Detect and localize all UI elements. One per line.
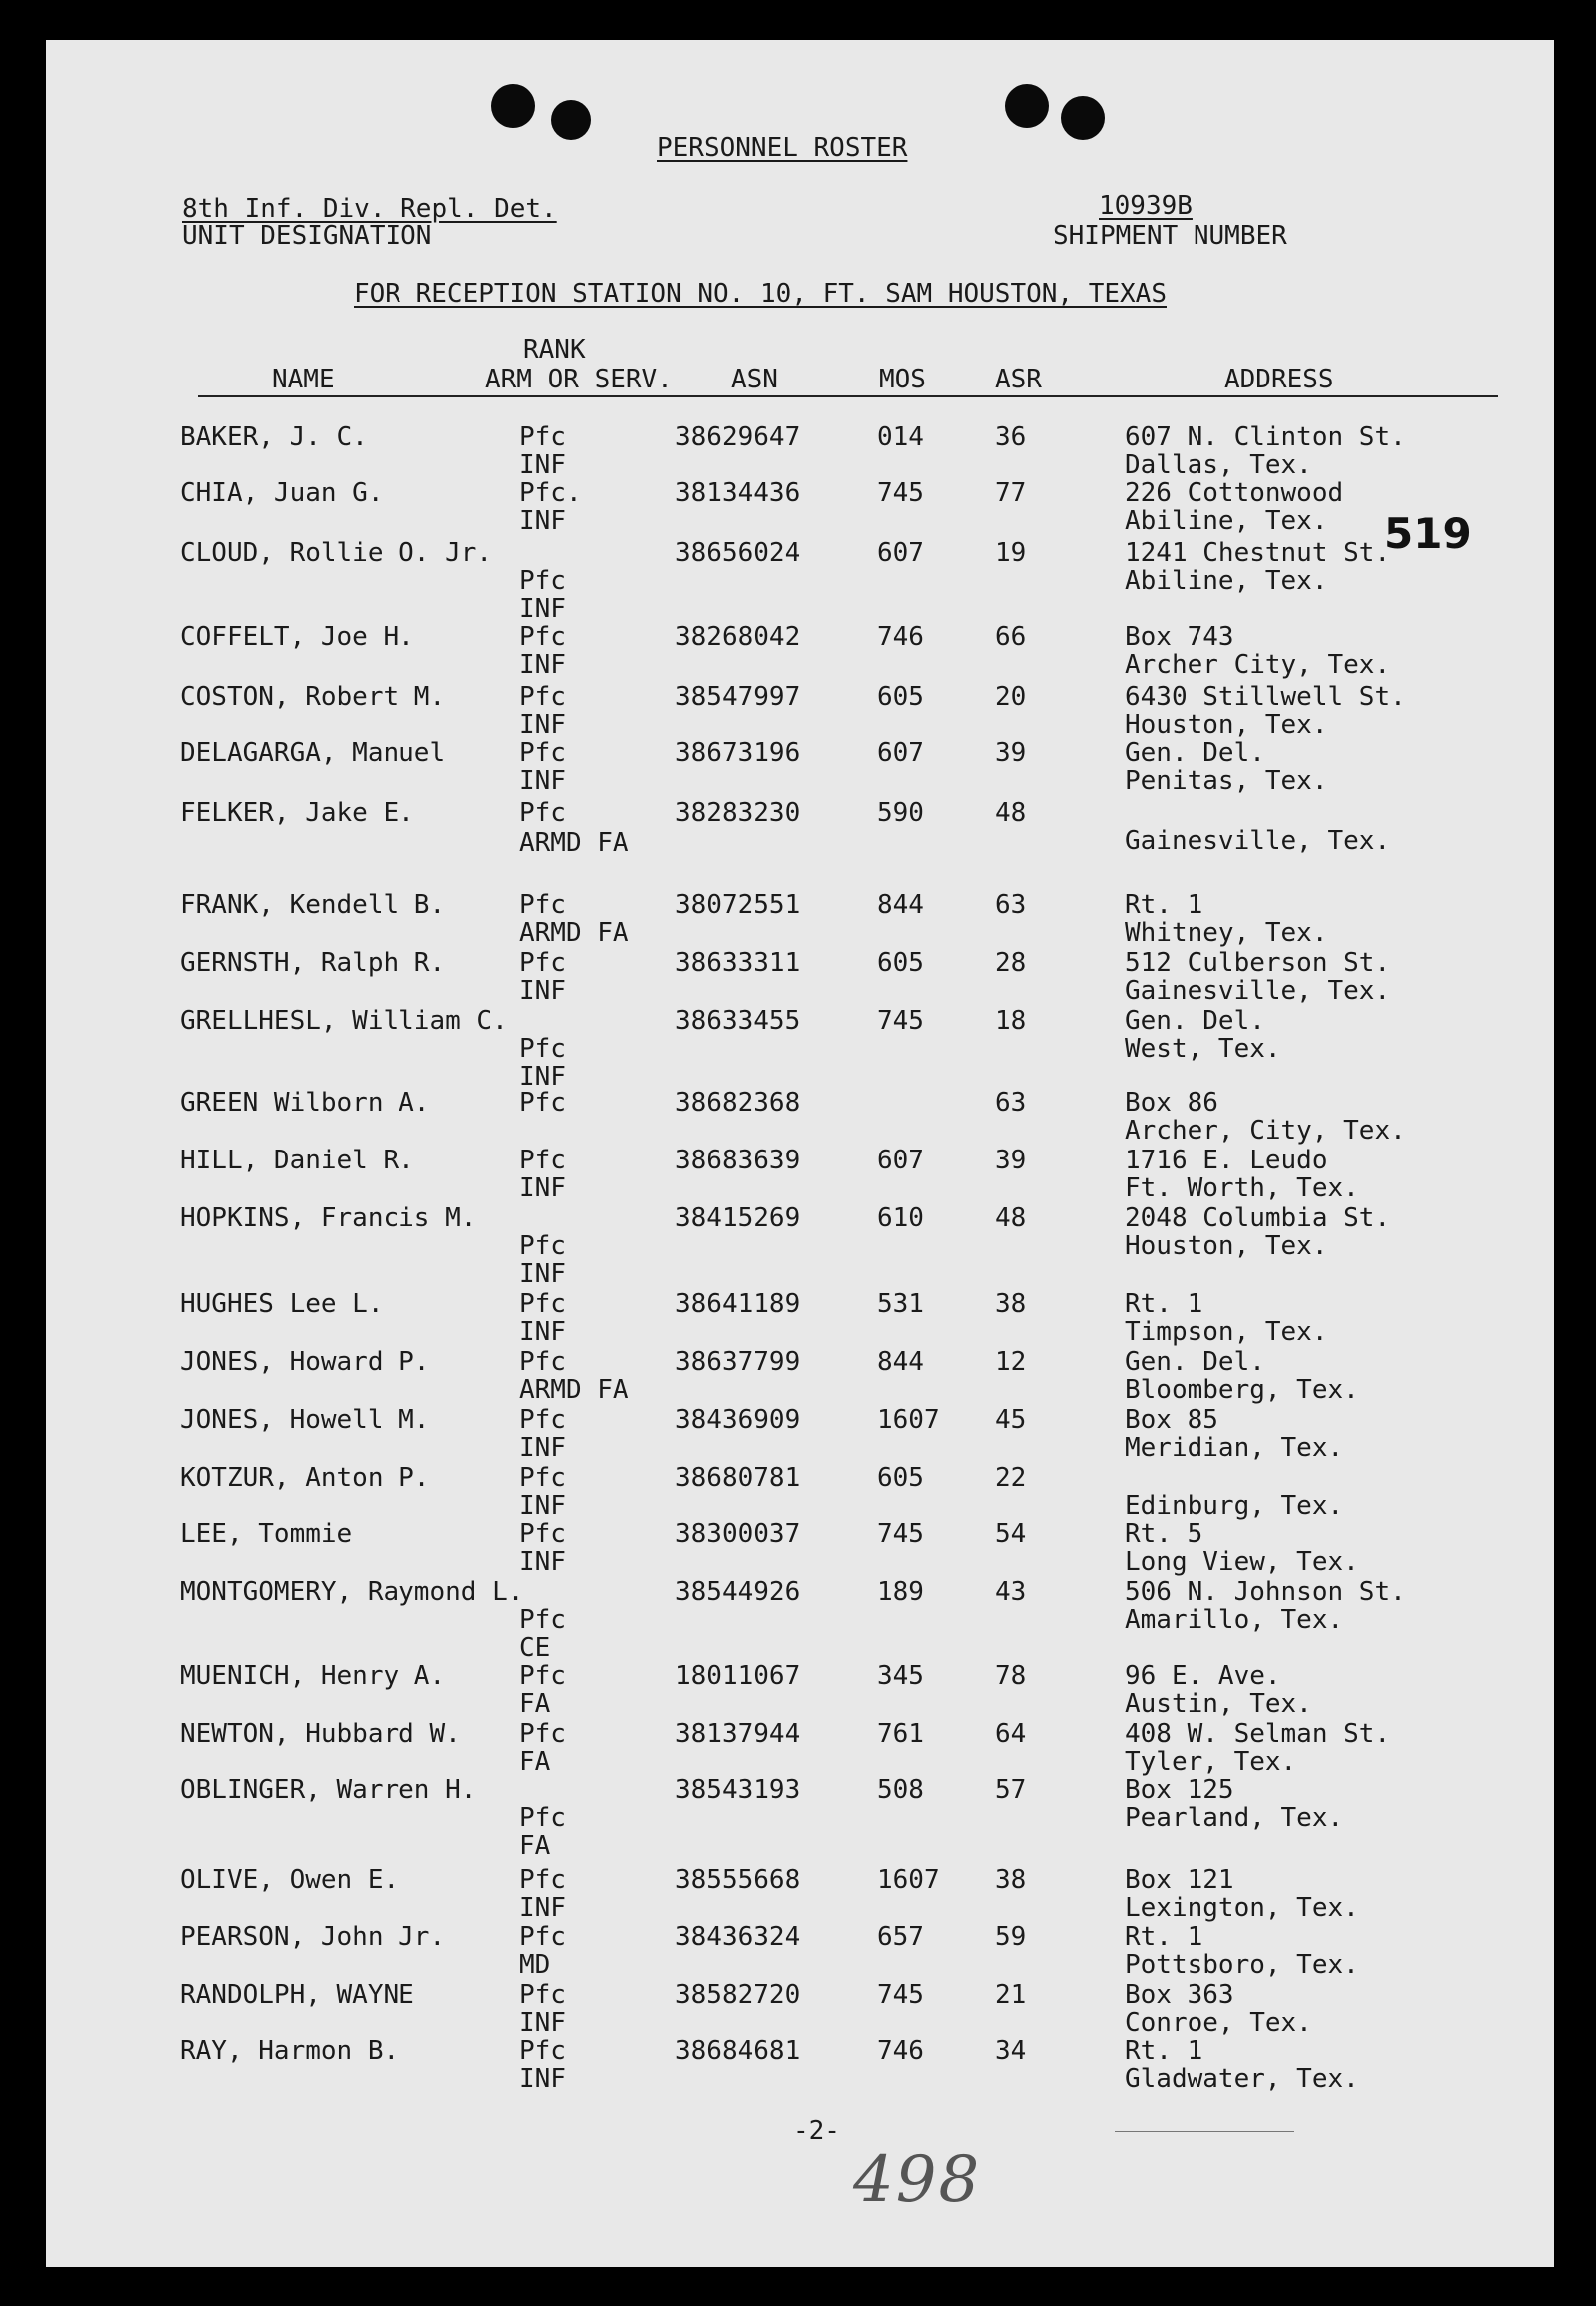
- roster-arm: ARMD FA: [519, 828, 629, 858]
- roster-address-line1: Gen. Del.: [1125, 738, 1265, 768]
- roster-mos: 607: [877, 538, 924, 568]
- roster-address-line2: Dallas, Tex.: [1125, 450, 1312, 480]
- roster-arm: INF: [519, 1317, 566, 1347]
- roster-asr: 48: [995, 798, 1027, 828]
- roster-asn: 38300037: [675, 1519, 801, 1549]
- roster-arm: INF: [519, 450, 566, 480]
- roster-address-line1: Box 121: [1125, 1865, 1234, 1895]
- roster-address-line1: 408 W. Selman St.: [1125, 1719, 1391, 1749]
- roster-mos: 014: [877, 422, 924, 452]
- roster-rank: Pfc: [519, 1661, 566, 1691]
- roster-address-line1: 96 E. Ave.: [1125, 1661, 1281, 1691]
- shipment-number-value: 10939B: [1099, 191, 1193, 221]
- roster-asn: 38544926: [675, 1577, 801, 1607]
- roster-address-line1: 512 Culberson St.: [1125, 948, 1391, 978]
- roster-address-line2: Abiline, Tex.: [1125, 566, 1328, 596]
- roster-address-line2: Lexington, Tex.: [1125, 1893, 1359, 1922]
- roster-asr: 57: [995, 1775, 1027, 1805]
- roster-mos: 746: [877, 622, 924, 652]
- roster-asn: 38134436: [675, 478, 801, 508]
- roster-address-line2: Pottsboro, Tex.: [1125, 1950, 1359, 1980]
- roster-address-line1: Gen. Del.: [1125, 1347, 1265, 1377]
- roster-address-line2: Abiline, Tex.: [1125, 506, 1328, 536]
- roster-address-line2: Meridian, Tex.: [1125, 1433, 1344, 1463]
- roster-asn: 38684681: [675, 2036, 801, 2066]
- roster-arm: INF: [519, 766, 566, 796]
- roster-arm: INF: [519, 2008, 566, 2038]
- roster-rank: Pfc: [519, 422, 566, 452]
- roster-address-line1: Box 743: [1125, 622, 1234, 652]
- roster-asr: 36: [995, 422, 1027, 452]
- col-header-name: NAME: [272, 365, 335, 394]
- roster-name: OBLINGER, Warren H.: [180, 1775, 477, 1805]
- roster-name: HILL, Daniel R.: [180, 1146, 414, 1175]
- roster-address-line1: Box 125: [1125, 1775, 1234, 1805]
- roster-address-line2: Gainesville, Tex.: [1125, 826, 1391, 856]
- roster-mos: 605: [877, 1463, 924, 1493]
- roster-mos: 508: [877, 1775, 924, 1805]
- roster-address-line1: Rt. 1: [1125, 2036, 1203, 2066]
- roster-mos: 844: [877, 1347, 924, 1377]
- roster-arm: INF: [519, 1893, 566, 1922]
- unit-designation-label: UNIT DESIGNATION: [182, 221, 432, 251]
- roster-asn: 38436324: [675, 1922, 801, 1952]
- roster-rank: Pfc: [519, 2036, 566, 2066]
- roster-arm: FA: [519, 1689, 551, 1719]
- roster-address-line1: 607 N. Clinton St.: [1125, 422, 1406, 452]
- roster-asr: 66: [995, 622, 1027, 652]
- roster-asr: 12: [995, 1347, 1027, 1377]
- roster-asr: 39: [995, 738, 1027, 768]
- roster-address-line1: 1716 E. Leudo: [1125, 1146, 1328, 1175]
- roster-arm: INF: [519, 650, 566, 680]
- punch-hole: [491, 84, 535, 128]
- roster-asn: 38637799: [675, 1347, 801, 1377]
- roster-address-line1: 226 Cottonwood: [1125, 478, 1344, 508]
- roster-arm: MD: [519, 1950, 551, 1980]
- roster-rank: Pfc: [519, 1405, 566, 1435]
- roster-name: OLIVE, Owen E.: [180, 1865, 399, 1895]
- roster-asr: 38: [995, 1865, 1027, 1895]
- roster-mos: 607: [877, 1146, 924, 1175]
- roster-asn: 38673196: [675, 738, 801, 768]
- roster-rank: Pfc: [519, 890, 566, 920]
- roster-address-line2: Archer, City, Tex.: [1125, 1116, 1406, 1146]
- roster-name: DELAGARGA, Manuel: [180, 738, 446, 768]
- roster-address-line1: Box 86: [1125, 1088, 1218, 1118]
- roster-rank: Pfc: [519, 1146, 566, 1175]
- roster-address-line2: Houston, Tex.: [1125, 710, 1328, 740]
- roster-asr: 21: [995, 1980, 1027, 2010]
- roster-address-line2: Pearland, Tex.: [1125, 1803, 1344, 1833]
- roster-asr: 54: [995, 1519, 1027, 1549]
- roster-asn: 38072551: [675, 890, 801, 920]
- roster-rank: Pfc: [519, 948, 566, 978]
- roster-address-line1: Rt. 1: [1125, 1922, 1203, 1952]
- punch-hole: [551, 100, 591, 140]
- roster-arm: INF: [519, 594, 566, 624]
- roster-rank: Pfc: [519, 1231, 566, 1261]
- page-number: -2-: [793, 2116, 840, 2146]
- roster-address-line1: 2048 Columbia St.: [1125, 1203, 1391, 1233]
- shipment-number-label: SHIPMENT NUMBER: [1053, 221, 1287, 251]
- roster-mos: 844: [877, 890, 924, 920]
- roster-rank: Pfc: [519, 1980, 566, 2010]
- roster-asn: 38656024: [675, 538, 801, 568]
- roster-rank: Pfc: [519, 1605, 566, 1635]
- roster-name: PEARSON, John Jr.: [180, 1922, 446, 1952]
- roster-asr: 34: [995, 2036, 1027, 2066]
- roster-asn: 38582720: [675, 1980, 801, 2010]
- roster-mos: 745: [877, 1980, 924, 2010]
- col-header-asn: ASN: [731, 365, 778, 394]
- roster-asn: 38415269: [675, 1203, 801, 1233]
- roster-name: BAKER, J. C.: [180, 422, 368, 452]
- roster-rank: Pfc: [519, 622, 566, 652]
- roster-address-line2: Gladwater, Tex.: [1125, 2064, 1359, 2094]
- roster-address-line1: 1241 Chestnut St.: [1125, 538, 1391, 568]
- roster-address-line2: West, Tex.: [1125, 1034, 1281, 1064]
- roster-address-line2: Conroe, Tex.: [1125, 2008, 1312, 2038]
- roster-rank: Pfc: [519, 738, 566, 768]
- roster-asr: 78: [995, 1661, 1027, 1691]
- punch-hole: [1061, 96, 1105, 140]
- roster-address-line1: Rt. 1: [1125, 1289, 1203, 1319]
- roster-mos: 605: [877, 682, 924, 712]
- roster-arm: INF: [519, 1433, 566, 1463]
- roster-name: HUGHES Lee L.: [180, 1289, 384, 1319]
- roster-asr: 22: [995, 1463, 1027, 1493]
- roster-arm: INF: [519, 710, 566, 740]
- roster-mos: 745: [877, 478, 924, 508]
- roster-address-line1: Gen. Del.: [1125, 1006, 1265, 1036]
- roster-mos: 605: [877, 948, 924, 978]
- roster-asn: 18011067: [675, 1661, 801, 1691]
- roster-asr: 38: [995, 1289, 1027, 1319]
- roster-asn: 38629647: [675, 422, 801, 452]
- roster-rank: Pfc: [519, 1803, 566, 1833]
- roster-name: KOTZUR, Anton P.: [180, 1463, 430, 1493]
- roster-address-line2: Archer City, Tex.: [1125, 650, 1391, 680]
- col-header-rank-bottom: ARM OR SERV.: [485, 365, 673, 394]
- roster-arm: INF: [519, 976, 566, 1006]
- roster-arm: INF: [519, 506, 566, 536]
- roster-asn: 38543193: [675, 1775, 801, 1805]
- roster-asn: 38283230: [675, 798, 801, 828]
- roster-asr: 59: [995, 1922, 1027, 1952]
- roster-asn: 38680781: [675, 1463, 801, 1493]
- col-header-rank-top: RANK: [523, 335, 586, 365]
- roster-rank: Pfc: [519, 1719, 566, 1749]
- roster-address-line2: Amarillo, Tex.: [1125, 1605, 1344, 1635]
- roster-name: LEE, Tommie: [180, 1519, 353, 1549]
- punch-hole: [1005, 84, 1049, 128]
- roster-arm: INF: [519, 1062, 566, 1092]
- roster-address-line2: Whitney, Tex.: [1125, 918, 1328, 948]
- roster-mos: 657: [877, 1922, 924, 1952]
- roster-rank: Pfc: [519, 1088, 566, 1118]
- roster-address-line2: Ft. Worth, Tex.: [1125, 1173, 1359, 1203]
- roster-asn: 38633311: [675, 948, 801, 978]
- roster-name: JONES, Howell M.: [180, 1405, 430, 1435]
- roster-address-line1: 506 N. Johnson St.: [1125, 1577, 1406, 1607]
- roster-name: CLOUD, Rollie O. Jr.: [180, 538, 493, 568]
- roster-address-line2: Timpson, Tex.: [1125, 1317, 1328, 1347]
- roster-name: MONTGOMERY, Raymond L.: [180, 1577, 524, 1607]
- roster-asn: 38633455: [675, 1006, 801, 1036]
- roster-rank: Pfc: [519, 1519, 566, 1549]
- roster-asn: 38682368: [675, 1088, 801, 1118]
- stamp-number: 519: [1384, 509, 1472, 558]
- roster-rank: Pfc: [519, 1922, 566, 1952]
- roster-arm: INF: [519, 2064, 566, 2094]
- roster-rank: Pfc: [519, 566, 566, 596]
- roster-mos: 745: [877, 1519, 924, 1549]
- roster-arm: ARMD FA: [519, 1375, 629, 1405]
- roster-name: FELKER, Jake E.: [180, 798, 414, 828]
- roster-mos: 590: [877, 798, 924, 828]
- roster-rank: Pfc: [519, 1289, 566, 1319]
- roster-rank: Pfc: [519, 1865, 566, 1895]
- roster-name: GERNSTH, Ralph R.: [180, 948, 446, 978]
- roster-rank: Pfc: [519, 1463, 566, 1493]
- roster-mos: 531: [877, 1289, 924, 1319]
- roster-mos: 745: [877, 1006, 924, 1036]
- roster-rank: Pfc: [519, 1034, 566, 1064]
- roster-arm: ARMD FA: [519, 918, 629, 948]
- header-rule: [198, 395, 1498, 397]
- roster-arm: INF: [519, 1173, 566, 1203]
- roster-name: JONES, Howard P.: [180, 1347, 430, 1377]
- roster-arm: CE: [519, 1633, 551, 1663]
- roster-mos: 1607: [877, 1405, 940, 1435]
- roster-rank: Pfc: [519, 1347, 566, 1377]
- roster-address-line1: 6430 Stillwell St.: [1125, 682, 1406, 712]
- roster-asr: 48: [995, 1203, 1027, 1233]
- roster-address-line1: Box 85: [1125, 1405, 1218, 1435]
- roster-address-line1: Rt. 5: [1125, 1519, 1203, 1549]
- roster-asn: 38641189: [675, 1289, 801, 1319]
- roster-asn: 38683639: [675, 1146, 801, 1175]
- roster-address-line1: Box 363: [1125, 1980, 1234, 2010]
- roster-address-line2: Edinburg, Tex.: [1125, 1491, 1344, 1521]
- roster-address-line2: Bloomberg, Tex.: [1125, 1375, 1359, 1405]
- roster-asn: 38547997: [675, 682, 801, 712]
- roster-mos: 607: [877, 738, 924, 768]
- roster-name: COFFELT, Joe H.: [180, 622, 414, 652]
- roster-asr: 19: [995, 538, 1027, 568]
- roster-name: NEWTON, Hubbard W.: [180, 1719, 461, 1749]
- roster-asr: 43: [995, 1577, 1027, 1607]
- roster-asn: 38436909: [675, 1405, 801, 1435]
- roster-arm: INF: [519, 1259, 566, 1289]
- roster-name: HOPKINS, Francis M.: [180, 1203, 477, 1233]
- roster-mos: 746: [877, 2036, 924, 2066]
- roster-asr: 28: [995, 948, 1027, 978]
- roster-address-line2: Tyler, Tex.: [1125, 1747, 1297, 1777]
- roster-asn: 38137944: [675, 1719, 801, 1749]
- roster-asr: 77: [995, 478, 1027, 508]
- roster-name: FRANK, Kendell B.: [180, 890, 446, 920]
- roster-mos: 345: [877, 1661, 924, 1691]
- roster-asr: 45: [995, 1405, 1027, 1435]
- roster-asr: 63: [995, 1088, 1027, 1118]
- roster-address-line2: Long View, Tex.: [1125, 1547, 1359, 1577]
- roster-asn: 38555668: [675, 1865, 801, 1895]
- roster-address-line1: Rt. 1: [1125, 890, 1203, 920]
- roster-arm: INF: [519, 1491, 566, 1521]
- roster-name: COSTON, Robert M.: [180, 682, 446, 712]
- roster-asr: 63: [995, 890, 1027, 920]
- roster-page: [46, 40, 1554, 2267]
- roster-mos: 610: [877, 1203, 924, 1233]
- col-header-asr: ASR: [995, 365, 1042, 394]
- unit-designation-value: 8th Inf. Div. Repl. Det.: [182, 194, 557, 224]
- roster-name: RAY, Harmon B.: [180, 2036, 399, 2066]
- roster-asr: 20: [995, 682, 1027, 712]
- roster-address-line2: Gainesville, Tex.: [1125, 976, 1391, 1006]
- roster-name: RANDOLPH, WAYNE: [180, 1980, 414, 2010]
- roster-rank: Pfc.: [519, 478, 582, 508]
- roster-asr: 39: [995, 1146, 1027, 1175]
- roster-name: MUENICH, Henry A.: [180, 1661, 446, 1691]
- roster-address-line2: Houston, Tex.: [1125, 1231, 1328, 1261]
- roster-address-line2: Penitas, Tex.: [1125, 766, 1328, 796]
- roster-mos: 761: [877, 1719, 924, 1749]
- roster-name: GRELLHESL, William C.: [180, 1006, 508, 1036]
- roster-rank: Pfc: [519, 798, 566, 828]
- roster-name: CHIA, Juan G.: [180, 478, 384, 508]
- col-header-address: ADDRESS: [1224, 365, 1334, 394]
- roster-mos: 1607: [877, 1865, 940, 1895]
- roster-rank: Pfc: [519, 682, 566, 712]
- footer-rule: [1115, 2131, 1294, 2132]
- roster-title: PERSONNEL ROSTER: [657, 133, 908, 163]
- roster-asn: 38268042: [675, 622, 801, 652]
- col-header-mos: MOS: [879, 365, 926, 394]
- roster-asr: 64: [995, 1719, 1027, 1749]
- roster-arm: FA: [519, 1831, 551, 1861]
- roster-asr: 18: [995, 1006, 1027, 1036]
- roster-arm: INF: [519, 1547, 566, 1577]
- roster-name: GREEN Wilborn A.: [180, 1088, 430, 1118]
- roster-address-line2: Austin, Tex.: [1125, 1689, 1312, 1719]
- roster-arm: FA: [519, 1747, 551, 1777]
- roster-subtitle: FOR RECEPTION STATION NO. 10, FT. SAM HOUSTON, TEXAS: [354, 279, 1167, 309]
- handwritten-number: 498: [853, 2143, 982, 2217]
- roster-mos: 189: [877, 1577, 924, 1607]
